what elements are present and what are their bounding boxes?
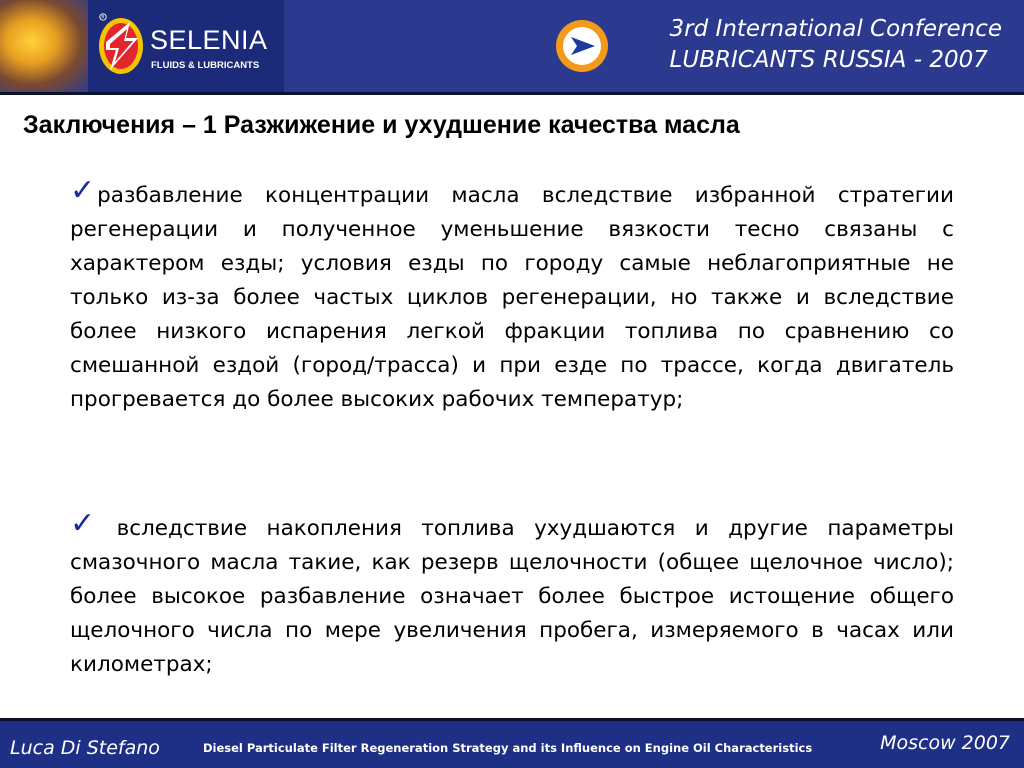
footer-place: Moscow 2007 bbox=[880, 732, 1010, 754]
svg-text:R: R bbox=[101, 15, 105, 21]
checkmark-icon: ✓ bbox=[70, 506, 96, 541]
slide-title: Заключения – 1 Разжижение и ухудшение качества масла bbox=[23, 111, 740, 139]
selenia-logo-icon bbox=[96, 12, 146, 82]
header-decoration bbox=[0, 0, 90, 92]
conference-title-line1: 3rd International Conference bbox=[669, 16, 1002, 42]
bullet-item bbox=[70, 506, 954, 682]
footer-bar bbox=[0, 718, 1024, 768]
conference-title-line2: LUBRICANTS RUSSIA - 2007 bbox=[669, 47, 988, 73]
checkmark-icon: ✓ bbox=[70, 173, 96, 208]
footer-author: Luca Di Stefano bbox=[10, 737, 160, 759]
footer-topic: Diesel Particulate Filter Regeneration Strategy and its Influence on Engine Oil Characteristics bbox=[203, 741, 813, 755]
bullet-text: разбавление концентрации масла вследствие избранной стратегии регенерации и полученное уменьшение вязкости тесно связаны с характером езды; условия езды по городу самые неблагоприятные не только из-за более частых циклов регенерации, но также и вследствие более низкого испарения легкой фракции топлива по сравнению со смешанной ездой (город/трасса) и при езде по трассе, когда двигатель прогревается до более высоких рабочих температур; bbox=[70, 183, 954, 412]
bullet-text: вследствие накопления топлива ухудшаются и другие параметры смазочного масла такие, как резерв щелочности (общее щелочное число); более высокое разбавление означает более быстрое истощение общего щелочного числа по мере увеличения пробега, измеряемого в часах или километрах; bbox=[70, 516, 954, 677]
bullet-item bbox=[70, 173, 954, 417]
brand-name: SELENIA bbox=[150, 25, 268, 55]
conference-logo-icon bbox=[554, 18, 610, 78]
header-banner bbox=[0, 0, 1024, 95]
conference-title bbox=[670, 14, 1002, 76]
brand-tagline: FLUIDS & LUBRICANTS bbox=[151, 60, 260, 71]
